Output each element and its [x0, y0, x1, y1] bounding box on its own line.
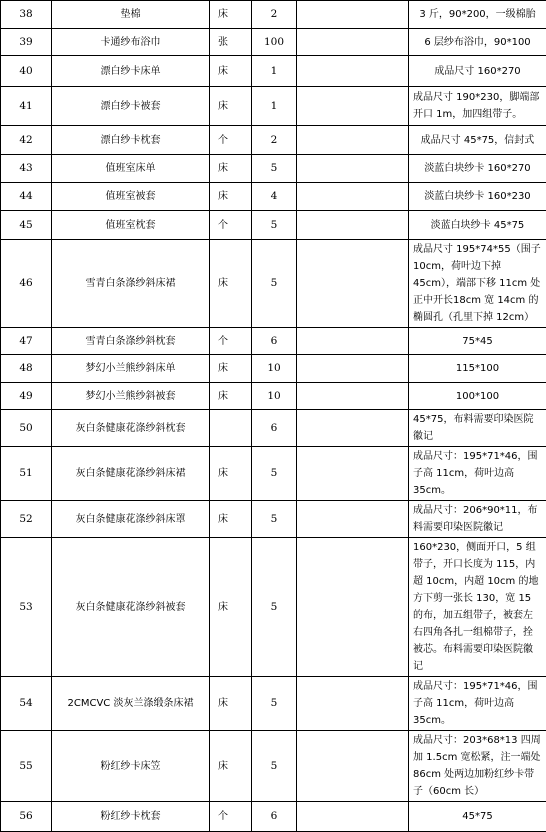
item-unit: 床: [210, 87, 252, 126]
item-quantity: 5: [252, 155, 297, 183]
item-quantity: 6: [252, 328, 297, 355]
item-name: 雪青白条涤纱斜枕套: [52, 328, 210, 355]
item-spec: 成品尺寸 190*230，脚端部开口 1m，加四组带子。: [409, 87, 546, 126]
row-number: 42: [1, 126, 52, 155]
row-number: 49: [1, 383, 52, 410]
item-spec: 45*75，布料需要印染医院徽记: [409, 410, 546, 447]
item-spec: 成品尺寸：195*71*46，围子高 11cm，荷叶边高 35cm。: [409, 447, 546, 501]
item-name: 2CMCVC 淡灰兰涤缎条床裙: [52, 677, 210, 731]
item-spec: 成品尺寸：195*71*46，围子高 11cm，荷叶边高 35cm。: [409, 677, 546, 731]
item-spec: 淡蓝白块纱卡 45*75: [409, 211, 546, 240]
item-spec: 成品尺寸：203*68*13 四周加 1.5cm 宽松紧，注一端处 86cm 处两边加粉红纱卡带子（60cm 长）: [409, 731, 546, 802]
item-unit: 床: [210, 447, 252, 501]
blank-cell: [297, 383, 409, 410]
item-unit: 个: [210, 802, 252, 832]
item-quantity: 5: [252, 501, 297, 538]
blank-cell: [297, 126, 409, 155]
item-name: 卡通纱布浴巾: [52, 29, 210, 56]
row-number: 39: [1, 29, 52, 56]
item-name: 值班室被套: [52, 183, 210, 211]
table-row: [1, 87, 546, 126]
item-spec: 成品尺寸 45*75，信封式: [409, 126, 546, 155]
item-spec: 3 斤，90*200，一级棉胎: [409, 1, 546, 29]
row-number: 44: [1, 183, 52, 211]
item-spec: 成品尺寸 195*74*55（围子10cm，荷叶边下掉 45cm），端部下移 11cm 处正中开长18cm 宽 14cm 的椭圆孔（孔里下掉 12cm）: [409, 240, 546, 328]
row-number: 41: [1, 87, 52, 126]
row-number: 54: [1, 677, 52, 731]
blank-cell: [297, 410, 409, 447]
row-number: 40: [1, 56, 52, 87]
row-number: 43: [1, 155, 52, 183]
item-spec: 成品尺寸：206*90*11，布料需要印染医院徽记: [409, 501, 546, 538]
blank-cell: [297, 328, 409, 355]
item-quantity: 1: [252, 56, 297, 87]
item-unit: 个: [210, 328, 252, 355]
item-quantity: 5: [252, 240, 297, 328]
table-row: [1, 240, 546, 328]
table-row: [1, 410, 546, 447]
item-unit: 床: [210, 355, 252, 383]
row-number: 51: [1, 447, 52, 501]
item-spec: 100*100: [409, 383, 546, 410]
blank-cell: [297, 447, 409, 501]
item-name: 灰白条健康花涤纱斜枕套: [52, 410, 210, 447]
item-unit: 床: [210, 1, 252, 29]
item-unit: [210, 410, 252, 447]
item-name: 粉红纱卡床笠: [52, 731, 210, 802]
item-unit: 张: [210, 29, 252, 56]
blank-cell: [297, 211, 409, 240]
table-row: [1, 802, 546, 832]
item-name: 漂白纱卡被套: [52, 87, 210, 126]
item-unit: 个: [210, 126, 252, 155]
blank-cell: [297, 183, 409, 211]
table-row: [1, 211, 546, 240]
blank-cell: [297, 87, 409, 126]
blank-cell: [297, 29, 409, 56]
item-unit: 床: [210, 501, 252, 538]
table-row: [1, 383, 546, 410]
table-row: [1, 183, 546, 211]
item-quantity: 100: [252, 29, 297, 56]
table-row: [1, 29, 546, 56]
blank-cell: [297, 240, 409, 328]
item-spec: 115*100: [409, 355, 546, 383]
item-quantity: 4: [252, 183, 297, 211]
item-spec: 45*75: [409, 802, 546, 832]
item-name: 粉红纱卡枕套: [52, 802, 210, 832]
item-quantity: 10: [252, 383, 297, 410]
row-number: 47: [1, 328, 52, 355]
item-name: 值班室床单: [52, 155, 210, 183]
item-unit: 床: [210, 538, 252, 677]
item-quantity: 1: [252, 87, 297, 126]
item-spec: 淡蓝白块纱卡 160*230: [409, 183, 546, 211]
blank-cell: [297, 155, 409, 183]
row-number: 52: [1, 501, 52, 538]
blank-cell: [297, 731, 409, 802]
item-quantity: 6: [252, 802, 297, 832]
blank-cell: [297, 677, 409, 731]
item-quantity: 2: [252, 1, 297, 29]
item-name: 雪青白条涤纱斜床裙: [52, 240, 210, 328]
blank-cell: [297, 1, 409, 29]
item-name: 垫棉: [52, 1, 210, 29]
row-number: 53: [1, 538, 52, 677]
blank-cell: [297, 538, 409, 677]
table-row: [1, 501, 546, 538]
row-number: 38: [1, 1, 52, 29]
row-number: 55: [1, 731, 52, 802]
row-number: 56: [1, 802, 52, 832]
item-quantity: 6: [252, 410, 297, 447]
table-row: [1, 731, 546, 802]
item-quantity: 10: [252, 355, 297, 383]
item-name: 漂白纱卡枕套: [52, 126, 210, 155]
item-name: 灰白条健康花涤纱斜被套: [52, 538, 210, 677]
item-unit: 床: [210, 677, 252, 731]
blank-cell: [297, 355, 409, 383]
table-row: [1, 328, 546, 355]
row-number: 50: [1, 410, 52, 447]
table-row: [1, 355, 546, 383]
item-unit: 床: [210, 240, 252, 328]
table-row: [1, 538, 546, 677]
item-unit: 个: [210, 211, 252, 240]
table-row: [1, 1, 546, 29]
item-name: 梦幻小兰熊纱斜被套: [52, 383, 210, 410]
blank-cell: [297, 56, 409, 87]
item-unit: 床: [210, 56, 252, 87]
row-number: 46: [1, 240, 52, 328]
item-name: 漂白纱卡床单: [52, 56, 210, 87]
table-row: [1, 155, 546, 183]
row-number: 45: [1, 211, 52, 240]
item-name: 梦幻小兰熊纱斜床单: [52, 355, 210, 383]
item-spec: 160*230，侧面开口，5 组带子，开口长度为 115，内超 10cm，内超 10cm 的地方下剪一张长 130，宽 15 的布，加五组带子，被套左右四角各扎一组棉带子，拴被芯。布料需要印染医院徽记: [409, 538, 546, 677]
item-spec: 75*45: [409, 328, 546, 355]
table-row: [1, 126, 546, 155]
item-unit: 床: [210, 731, 252, 802]
item-spec: 淡蓝白块纱卡 160*270: [409, 155, 546, 183]
item-unit: 床: [210, 183, 252, 211]
item-name: 灰白条健康花涤纱斜床裙: [52, 447, 210, 501]
item-quantity: 5: [252, 538, 297, 677]
item-quantity: 2: [252, 126, 297, 155]
item-name: 灰白条健康花涤纱斜床罩: [52, 501, 210, 538]
row-number: 48: [1, 355, 52, 383]
table-row: [1, 677, 546, 731]
item-unit: 床: [210, 383, 252, 410]
table-row: [1, 56, 546, 87]
item-spec: 成品尺寸 160*270: [409, 56, 546, 87]
item-quantity: 5: [252, 677, 297, 731]
item-quantity: 5: [252, 211, 297, 240]
item-name: 值班室枕套: [52, 211, 210, 240]
item-unit: 床: [210, 155, 252, 183]
item-quantity: 5: [252, 447, 297, 501]
table-row: [1, 447, 546, 501]
blank-cell: [297, 501, 409, 538]
blank-cell: [297, 802, 409, 832]
item-spec: 6 层纱布浴巾，90*100: [409, 29, 546, 56]
item-quantity: 5: [252, 731, 297, 802]
